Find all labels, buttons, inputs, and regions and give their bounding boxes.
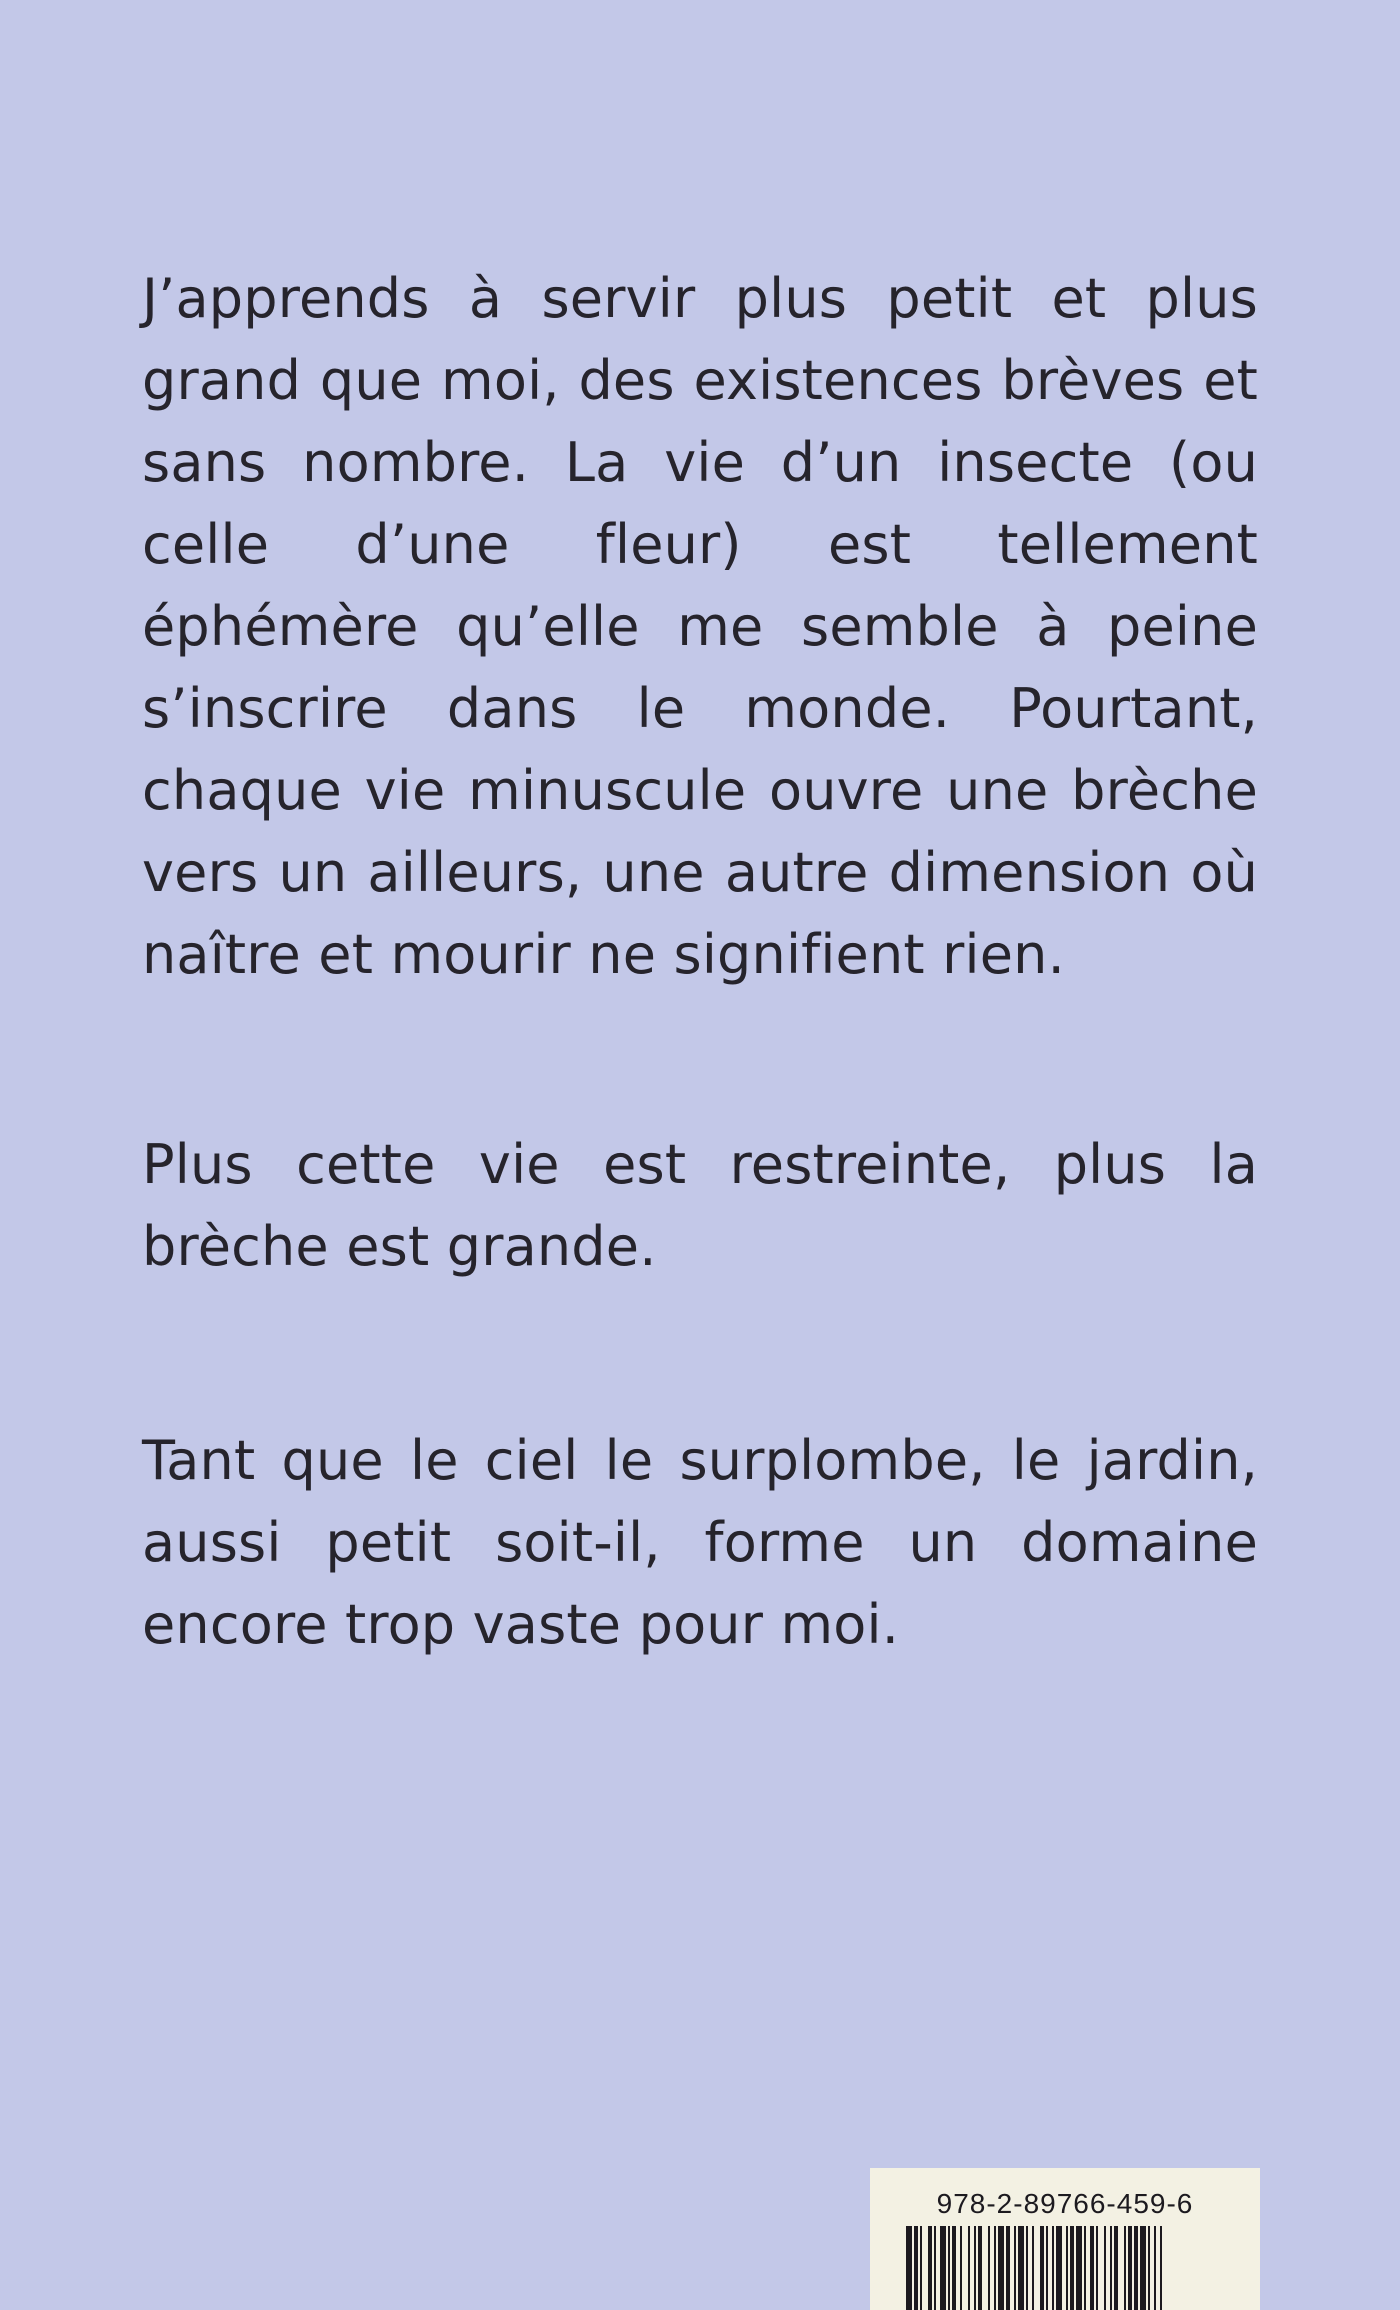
barcode-bar <box>1148 2226 1150 2310</box>
barcode-bar <box>948 2226 950 2310</box>
barcode-icon <box>906 2226 1224 2310</box>
barcode-bar <box>974 2226 976 2310</box>
barcode-bar <box>1076 2226 1082 2310</box>
barcode-bar <box>914 2226 918 2310</box>
barcode-bar <box>1084 2226 1086 2310</box>
barcode-bar <box>1046 2226 1048 2310</box>
barcode-bar <box>920 2226 922 2310</box>
barcode-bar <box>1114 2226 1118 2310</box>
barcode-bar <box>1110 2226 1112 2310</box>
barcode-bar <box>1070 2226 1074 2310</box>
barcode-bar <box>1032 2226 1034 2310</box>
barcode-bar <box>1040 2226 1044 2310</box>
barcode-bar <box>960 2226 962 2310</box>
barcode-bar <box>998 2226 1004 2310</box>
blurb-paragraph-1: J’apprends à servir plus petit et plus grand que moi, des existences brèves et sans nombre. La vie d’un insecte (ou celle d’une fleur) est tellement éphémère qu’elle me semble à peine s’inscrire dans le monde. Pourtant, chaque vie minuscule ouvre une brèche vers un ailleurs, une autre dimension où naître et mourir ne signifient rien. <box>142 267 1258 986</box>
barcode-bar <box>934 2226 936 2310</box>
barcode-bar <box>1134 2226 1138 2310</box>
barcode-bar <box>906 2226 912 2310</box>
barcode-bar <box>1052 2226 1054 2310</box>
barcode-bar <box>1018 2226 1024 2310</box>
barcode-bar <box>1056 2226 1062 2310</box>
blurb-paragraph-3: Tant que le ciel le surplombe, le jardin, aussi petit soit-il, forme un domaine encore trop vaste pour moi. <box>142 1429 1258 1656</box>
barcode-bar <box>1014 2226 1016 2310</box>
barcode-bar <box>952 2226 956 2310</box>
barcode-bar <box>1006 2226 1010 2310</box>
barcode-bar <box>1154 2226 1156 2310</box>
barcode-bar <box>1160 2226 1162 2310</box>
barcode-bar <box>994 2226 996 2310</box>
barcode-bar <box>978 2226 982 2310</box>
isbn-number: 978-2-89766-459-6 <box>936 2188 1194 2219</box>
barcode-bar <box>968 2226 970 2310</box>
barcode-panel <box>870 2168 1260 2310</box>
barcode-bar <box>1128 2226 1132 2310</box>
barcode-bar <box>1066 2226 1068 2310</box>
barcode-bar <box>940 2226 946 2310</box>
barcode-bar <box>1026 2226 1028 2310</box>
barcode-bar <box>1104 2226 1106 2310</box>
barcode-bar <box>988 2226 990 2310</box>
barcode-bar <box>1124 2226 1126 2310</box>
blurb-paragraph-2: Plus cette vie est restreinte, plus la brèche est grande. <box>142 1133 1258 1278</box>
barcode-bar <box>928 2226 932 2310</box>
barcode-bar <box>1096 2226 1098 2310</box>
barcode-bar <box>1140 2226 1146 2310</box>
barcode-bar <box>1090 2226 1094 2310</box>
